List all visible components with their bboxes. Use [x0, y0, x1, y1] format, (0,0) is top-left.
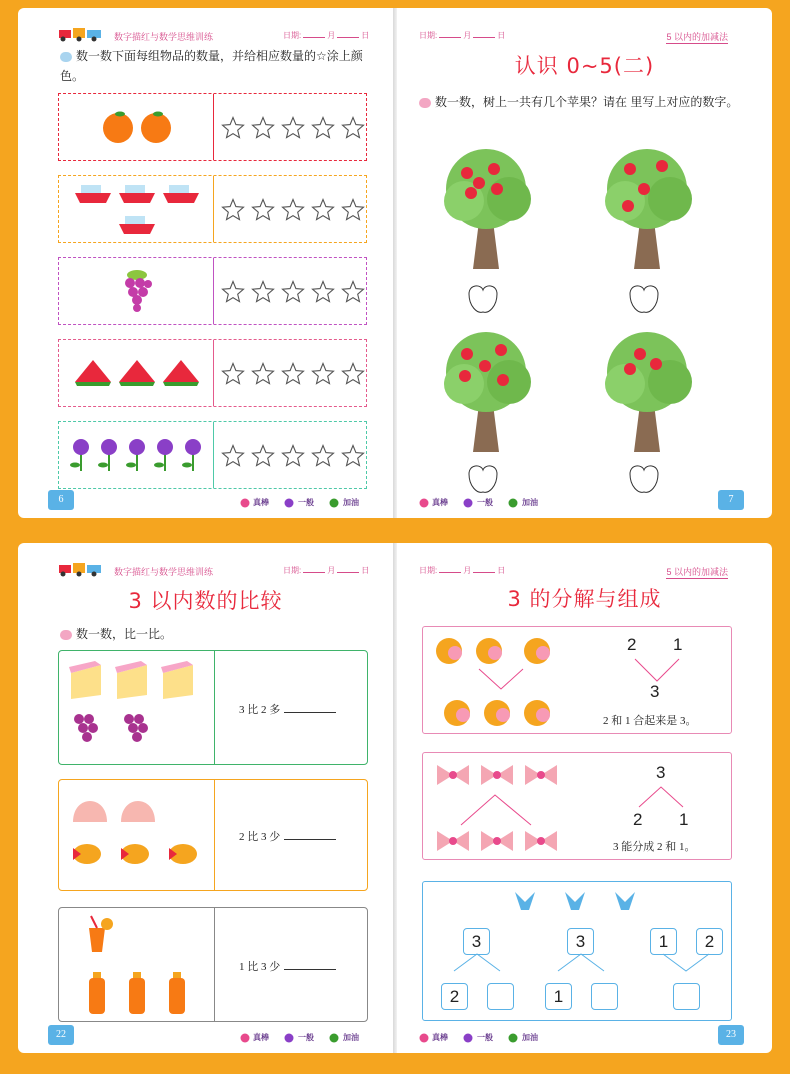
watermelon-icon — [73, 358, 113, 388]
star-icon[interactable] — [341, 198, 365, 222]
grape-small-icon — [462, 1033, 474, 1043]
compare-box-1 — [58, 650, 368, 765]
grape-group — [63, 262, 211, 320]
star-icon[interactable] — [251, 116, 275, 140]
answer-blank[interactable] — [284, 712, 336, 713]
star-icon[interactable] — [251, 444, 275, 468]
ship-group — [63, 180, 211, 238]
star-icon[interactable] — [281, 116, 305, 140]
pig-icon — [419, 98, 431, 108]
star-icon[interactable] — [281, 280, 305, 304]
date-field: 日期: 月 日 — [419, 31, 506, 40]
orange-group — [63, 98, 211, 156]
star-icon[interactable] — [221, 280, 245, 304]
series-title: 数字描红与数学思维训练 — [114, 32, 214, 42]
compare-text-1: 3 比 2 多 — [239, 701, 336, 717]
instruction: 数一数下面每组物品的数量，并给相应数量的☆涂上颜色。 — [60, 49, 363, 83]
count-row-orange — [58, 93, 367, 161]
train-icon — [58, 24, 104, 42]
lollipop-icon — [240, 1033, 250, 1043]
bow-group — [433, 759, 573, 855]
tree1-top-box: 3 — [463, 928, 490, 955]
instruction: 数一数，比一比。 — [60, 624, 172, 644]
shell-icon — [121, 801, 155, 822]
fish-icon — [73, 844, 101, 864]
rating-ok[interactable]: 一般 — [462, 497, 493, 508]
rating-cheer[interactable]: 加油 — [507, 1032, 538, 1043]
flower-icon — [180, 437, 206, 473]
date-field: 日期: 月 日 — [419, 566, 506, 575]
star-row[interactable] — [221, 444, 365, 468]
bow-icon — [525, 765, 557, 785]
date-field: 日期: 月 日 — [283, 566, 370, 575]
grape-small-icon — [283, 1033, 295, 1043]
lollipop-icon — [419, 1033, 429, 1043]
number-3: 3 — [656, 763, 666, 782]
star-icon[interactable] — [281, 362, 305, 386]
combine-lines — [633, 657, 683, 683]
star-icon[interactable] — [311, 280, 335, 304]
lollipop-icon — [419, 498, 429, 508]
ship-icon — [117, 183, 157, 205]
number-2: 2 — [627, 635, 637, 654]
star-icon[interactable] — [341, 280, 365, 304]
juice-icon — [89, 916, 113, 952]
compare-box-2 — [58, 779, 368, 891]
tree-4 — [605, 332, 692, 452]
bottle-icon — [89, 972, 105, 1014]
answer-blank[interactable] — [284, 839, 336, 840]
practice-box — [422, 881, 732, 1021]
page-header — [18, 559, 393, 581]
decompose-box — [422, 752, 732, 860]
rating-cheer[interactable]: 加油 — [328, 497, 359, 508]
rating-great[interactable]: 真棒 — [240, 1032, 269, 1043]
star-row[interactable] — [221, 116, 365, 140]
watermelon-icon — [161, 358, 201, 388]
tree1-left-box: 2 — [441, 983, 468, 1010]
answer-slot-1 — [469, 286, 497, 312]
page-title: 认识 0~5(二) — [514, 54, 655, 78]
page-title: 3 以内数的比较 — [128, 589, 283, 613]
peach-group — [433, 633, 573, 729]
broccoli-icon — [507, 1033, 519, 1043]
apple-trees — [417, 136, 757, 506]
rating-ok[interactable]: 一般 — [462, 1032, 493, 1043]
star-row[interactable] — [221, 362, 365, 386]
drink-bottle-group — [67, 914, 207, 1019]
star-icon[interactable] — [281, 444, 305, 468]
page-7 — [397, 8, 772, 518]
spread-bottom — [18, 543, 772, 1053]
topic-title: 5 以内的加减法 — [666, 32, 728, 42]
compose-box — [422, 626, 732, 734]
peach-icon — [436, 638, 462, 664]
broccoli-icon — [328, 498, 340, 508]
peach-icon — [524, 638, 550, 664]
lollipop-icon — [240, 498, 250, 508]
bow-icon — [481, 831, 513, 851]
tree2-answer-box[interactable] — [591, 983, 618, 1010]
broccoli-icon — [328, 1033, 340, 1043]
rating-footer — [240, 497, 359, 508]
fish-icon — [121, 844, 149, 864]
count-row-ship — [58, 175, 367, 243]
flower-icon — [152, 437, 178, 473]
broccoli-icon — [507, 498, 519, 508]
tree-2 — [605, 149, 692, 269]
flower-icon — [124, 437, 150, 473]
tree3-right-box: 2 — [696, 928, 723, 955]
count-row-watermelon — [58, 339, 367, 407]
cake-icon — [69, 661, 101, 699]
flower-icon — [96, 437, 122, 473]
count-row-flower — [58, 421, 367, 489]
orange-icon — [139, 110, 173, 144]
tree-1 — [444, 149, 531, 269]
page-6 — [18, 8, 393, 518]
peach-icon — [444, 700, 470, 726]
instruction: 数一数，树上一共有几个苹果？请在 里写上对应的数字。 — [419, 92, 739, 112]
count-row-grape — [58, 257, 367, 325]
star-row[interactable] — [221, 198, 365, 222]
date-field: 日期: 月 日 — [283, 31, 370, 40]
star-icon[interactable] — [251, 280, 275, 304]
flower-group — [63, 426, 211, 484]
number-2: 2 — [633, 810, 643, 829]
decompose-caption: 3 能分成 2 和 1。 — [613, 841, 696, 853]
peach-icon — [484, 700, 510, 726]
grape-icon — [124, 714, 148, 742]
page-number: 7 — [718, 490, 744, 510]
peach-icon — [524, 700, 550, 726]
compare-text-3: 1 比 3 少 — [239, 958, 336, 974]
star-row[interactable] — [221, 280, 365, 304]
star-icon[interactable] — [311, 362, 335, 386]
number-3: 3 — [650, 682, 660, 701]
tree-3 — [444, 332, 531, 452]
bottle-icon — [169, 972, 185, 1014]
rating-ok[interactable]: 一般 — [283, 497, 314, 508]
train-icon — [58, 559, 104, 577]
bow-icon — [437, 831, 469, 851]
number-1: 1 — [679, 810, 689, 829]
star-icon[interactable] — [221, 198, 245, 222]
page-22 — [18, 543, 393, 1053]
star-icon[interactable] — [251, 198, 275, 222]
ship-icon — [73, 183, 113, 205]
star-icon[interactable] — [251, 362, 275, 386]
page-number: 23 — [718, 1025, 744, 1045]
shell-fish-group — [67, 790, 207, 885]
bottle-icon — [129, 972, 145, 1014]
cake-grape-group — [67, 659, 207, 759]
rating-footer — [240, 1032, 359, 1043]
grape-small-icon — [283, 498, 295, 508]
topic-title: 5 以内的加减法 — [666, 567, 728, 577]
compare-text-2: 2 比 3 少 — [239, 828, 336, 844]
star-icon[interactable] — [311, 444, 335, 468]
bow-icon — [481, 765, 513, 785]
cake-icon — [161, 661, 193, 699]
grape-icon — [120, 267, 154, 315]
answer-slot-3 — [469, 466, 497, 492]
tree2-left-box: 1 — [545, 983, 572, 1010]
grape-small-icon — [462, 498, 474, 508]
series-title: 数字描红与数学思维训练 — [114, 567, 214, 577]
spread-top — [18, 8, 772, 518]
ship-icon — [117, 214, 157, 236]
shell-icon — [73, 801, 107, 822]
fish-icon — [169, 844, 197, 864]
compare-box-3 — [58, 907, 368, 1022]
answer-blank[interactable] — [284, 969, 336, 970]
tree3-left-box: 1 — [650, 928, 677, 955]
page-number: 22 — [48, 1025, 74, 1045]
star-icon[interactable] — [311, 116, 335, 140]
compose-caption: 2 和 1 合起来是 3。 — [603, 715, 697, 727]
tree3-answer-box[interactable] — [673, 983, 700, 1010]
bow-icon — [437, 765, 469, 785]
grape-icon — [74, 714, 98, 742]
split-lines — [637, 785, 687, 809]
answer-slot-4 — [630, 466, 658, 492]
cake-icon — [115, 661, 147, 699]
page-header — [18, 24, 393, 46]
page-23 — [397, 543, 772, 1053]
star-icon[interactable] — [221, 116, 245, 140]
rating-footer — [419, 1032, 538, 1043]
star-icon[interactable] — [341, 444, 365, 468]
watermelon-icon — [117, 358, 157, 388]
answer-slot-2 — [630, 286, 658, 312]
page-header — [397, 24, 772, 46]
tree1-answer-box[interactable] — [487, 983, 514, 1010]
star-icon[interactable] — [281, 198, 305, 222]
pig-icon — [60, 630, 72, 640]
page-header — [397, 559, 772, 581]
rating-great[interactable]: 真棒 — [240, 497, 269, 508]
page-number: 6 — [48, 490, 74, 510]
ship-icon — [161, 183, 201, 205]
tree2-top-box: 3 — [567, 928, 594, 955]
flower-icon — [68, 437, 94, 473]
star-icon[interactable] — [221, 362, 245, 386]
rating-great[interactable]: 真棒 — [419, 1032, 448, 1043]
rating-cheer[interactable]: 加油 — [507, 497, 538, 508]
watermelon-group — [63, 344, 211, 402]
star-icon[interactable] — [341, 362, 365, 386]
star-icon[interactable] — [221, 444, 245, 468]
star-icon[interactable] — [311, 198, 335, 222]
rating-cheer[interactable]: 加油 — [328, 1032, 359, 1043]
star-icon[interactable] — [341, 116, 365, 140]
number-1: 1 — [673, 635, 683, 654]
rating-ok[interactable]: 一般 — [283, 1032, 314, 1043]
cloud-icon — [60, 52, 72, 62]
orange-icon — [101, 110, 135, 144]
rating-great[interactable]: 真棒 — [419, 497, 448, 508]
page-title: 3 的分解与组成 — [507, 587, 662, 611]
peach-icon — [476, 638, 502, 664]
rating-footer — [419, 497, 538, 508]
bow-icon — [525, 831, 557, 851]
